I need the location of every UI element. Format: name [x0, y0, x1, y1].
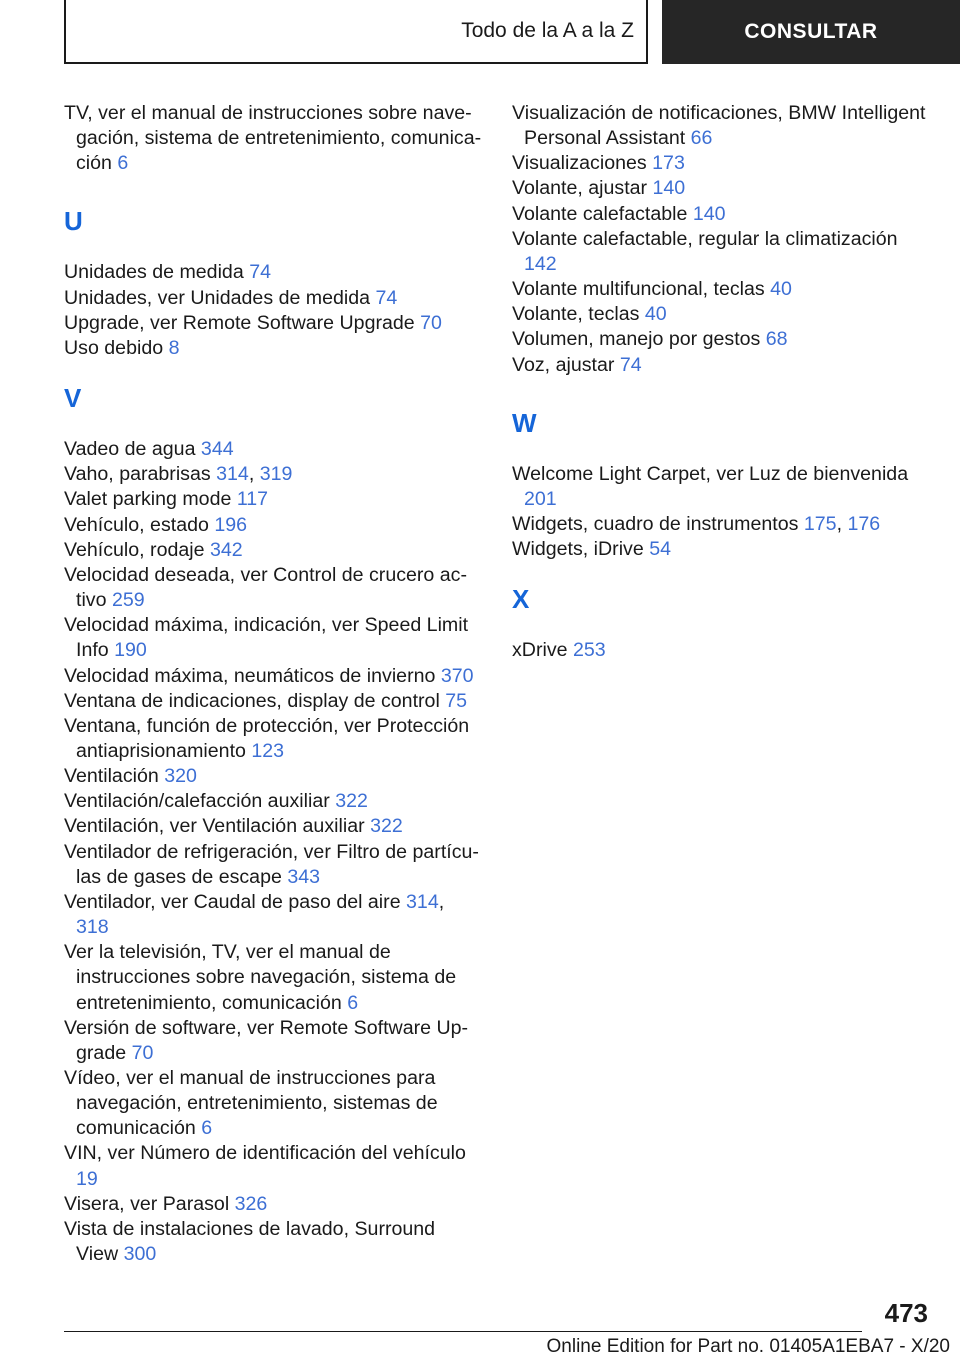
- index-entry: Vaho, parabrisas 314, 319: [64, 463, 293, 486]
- index-entry-term: Volante multifuncional, teclas: [512, 278, 771, 301]
- index-entry-term: Ventilación: [64, 765, 165, 788]
- index-entry: [64, 101, 482, 176]
- footer-edition: Online Edition for Part no. 01405A1EBA7 - X/20: [546, 1336, 950, 1357]
- index-entry-term: Upgrade, ver Remote Software Upgrade: [64, 311, 421, 334]
- index-page-link[interactable]: 318: [76, 916, 109, 939]
- index-entry: [64, 613, 482, 663]
- index-entry: [64, 789, 482, 814]
- index-page-link[interactable]: 326: [234, 1192, 268, 1215]
- index-page-link[interactable]: 70: [420, 311, 442, 334]
- index-entry: [64, 538, 482, 563]
- index-page-link[interactable]: 253: [572, 639, 606, 662]
- index-entry: [64, 487, 482, 512]
- index-entry: [64, 840, 482, 890]
- index-entry: [64, 689, 482, 714]
- index-entry-term: Versión de software, ver Remote Software Upgrade: [64, 1016, 469, 1064]
- index-entry: [512, 151, 930, 176]
- index-page-link[interactable]: 40: [770, 278, 792, 301]
- index-entry: Ventilador, ver Caudal de paso del aire 314, 318: [64, 890, 445, 939]
- index-entry: [64, 311, 482, 336]
- index-page-link[interactable]: 6: [117, 152, 129, 175]
- index-entry: Widgets, cuadro de instrumentos 175, 176: [512, 513, 881, 536]
- index-page-link[interactable]: 68: [765, 328, 788, 351]
- index-entry-term: Uso debido: [64, 336, 169, 359]
- index-entry: [64, 1066, 482, 1141]
- index-entry-term: Ventilación, ver Ventilación auxiliar: [64, 815, 371, 838]
- index-entry: [512, 302, 930, 327]
- index-page-link[interactable]: 75: [445, 689, 468, 712]
- index-page-link[interactable]: 300: [123, 1243, 157, 1266]
- index-entry-term: Volante, ajustar: [512, 177, 653, 200]
- index-entry-term: Ventilación/calefacción auxiliar: [64, 790, 336, 813]
- index-page-link[interactable]: 6: [201, 1117, 213, 1140]
- index-entry: [64, 336, 482, 361]
- index-entry: [512, 176, 930, 201]
- index-entry: [64, 1217, 482, 1267]
- index-page-link[interactable]: 117: [236, 488, 269, 511]
- index-entry-term: Velocidad máxima, indicación, ver Speed Limit Info: [64, 614, 469, 662]
- index-page-link[interactable]: 74: [249, 261, 271, 284]
- index-entry-term: Ventana de indicaciones, display de control: [64, 689, 446, 712]
- index-column-left: [64, 101, 482, 1267]
- index-entry: [64, 814, 482, 839]
- index-entry-term: VIN, ver Número de identificación del vehículo: [64, 1142, 466, 1165]
- index-entry-term: xDrive: [512, 639, 573, 662]
- index-entry-term: Vaho, parabrisas: [64, 463, 217, 486]
- index-entry: [512, 277, 930, 302]
- index-page-link[interactable]: 74: [619, 353, 642, 376]
- index-entry-term: Voz, ajustar: [512, 353, 620, 376]
- header-section-title: Todo de la A a la Z: [461, 19, 634, 42]
- index-page-link[interactable]: 19: [76, 1167, 98, 1190]
- index-entry-term: TV, ver el manual de instrucciones sobre navegación, sistema de entretenimiento, comunicación: [64, 102, 482, 175]
- index-entry-term: Volumen, manejo por gestos: [512, 328, 766, 351]
- index-entry: [64, 1016, 482, 1066]
- index-page-link[interactable]: 123: [251, 739, 285, 762]
- index-entry: [512, 227, 930, 277]
- index-page-link[interactable]: 6: [347, 991, 359, 1014]
- header-chapter-title: CONSULTAR: [744, 20, 878, 43]
- index-column-right: [512, 101, 930, 664]
- index-page-link[interactable]: 142: [524, 252, 557, 275]
- index-entry-term: Ver la televisión, TV, ver el manual de instrucciones sobre navegación, sistema de entretenimiento, comunicación: [64, 941, 457, 1014]
- index-entry: [512, 101, 930, 151]
- index-entry-term: Volante calefactable: [512, 202, 693, 225]
- index-letter-heading: X: [512, 584, 530, 615]
- index-entry-term: Visualizaciones: [512, 152, 653, 175]
- index-entry: [64, 940, 482, 1015]
- header-chapter-tab: [662, 0, 960, 64]
- index-entry: [64, 1192, 482, 1217]
- index-entry-term: Unidades, ver Unidades de medida: [64, 286, 376, 309]
- index-entry-term: Volante, teclas: [512, 303, 645, 326]
- index-entry-term: Volante calefactable, regular la climatización: [512, 227, 898, 250]
- index-entry: [64, 260, 482, 285]
- index-entry-term: Ventana, función de protección, ver Protección antiaprisionamiento: [64, 714, 470, 762]
- index-page-link[interactable]: 40: [644, 303, 667, 326]
- index-entry: [512, 638, 930, 663]
- index-entry-term: Vídeo, ver el manual de instrucciones para navegación, entretenimiento, sistemas de comunicación: [64, 1067, 438, 1140]
- index-page-link[interactable]: 196: [214, 513, 248, 536]
- index-entry-term: Velocidad máxima, neumáticos de invierno: [64, 664, 441, 687]
- index-entry: [512, 462, 930, 512]
- index-entry: [512, 537, 930, 562]
- index-page-link[interactable]: 175: [803, 513, 837, 536]
- index-entry-term: Vehículo, rodaje: [64, 538, 210, 561]
- index-entry-term: Unidades de medida: [64, 261, 250, 284]
- index-page-link[interactable]: 370: [440, 664, 474, 687]
- index-entry-term: Vadeo de agua: [64, 438, 201, 461]
- index-entry-term: Visera, ver Parasol: [64, 1192, 235, 1215]
- index-entry: [512, 202, 930, 227]
- page-number: 473: [884, 1298, 928, 1328]
- index-entry: [64, 513, 482, 538]
- index-entry-term: Vehículo, estado: [64, 513, 215, 536]
- index-entry: [64, 286, 482, 311]
- index-page-link[interactable]: 322: [335, 790, 368, 813]
- index-page-link[interactable]: 176: [847, 513, 881, 536]
- index-page-link[interactable]: 320: [164, 765, 197, 788]
- index-letter-heading: U: [64, 206, 83, 237]
- index-entry: [512, 327, 930, 352]
- index-page-link[interactable]: 8: [168, 336, 180, 359]
- index-page-link[interactable]: 343: [287, 865, 321, 888]
- footer-divider: [64, 1331, 862, 1332]
- index-entry-term: Ventilador de refrigeración, ver Filtro de partículas de gases de escape: [64, 840, 479, 888]
- index-entry: [64, 764, 482, 789]
- index-page-link[interactable]: 201: [524, 487, 557, 510]
- index-page-link[interactable]: 190: [114, 639, 147, 662]
- index-entry-term: Visualización de notificaciones, BMW Intelligent Personal Assistant: [512, 102, 926, 150]
- index-letter-heading: V: [64, 383, 82, 414]
- index-page-link[interactable]: 322: [370, 815, 403, 838]
- index-page-link[interactable]: 314: [406, 890, 439, 913]
- index-page-link[interactable]: 140: [652, 177, 686, 200]
- index-page-link[interactable]: 342: [209, 538, 243, 561]
- index-entry-term: Widgets, iDrive: [512, 538, 650, 561]
- index-page-link[interactable]: 54: [649, 538, 671, 561]
- index-entry: [64, 563, 482, 613]
- index-page-link[interactable]: 70: [131, 1041, 154, 1064]
- index-entry: [64, 1141, 482, 1191]
- index-entry: [64, 437, 482, 462]
- index-page-link[interactable]: 173: [652, 152, 685, 175]
- index-page-link[interactable]: 66: [690, 127, 713, 150]
- index-entry-term: Welcome Light Carpet, ver Luz de bienvenida: [512, 462, 909, 485]
- index-entry-term: Velocidad deseada, ver Control de crucero activo: [64, 563, 467, 612]
- index-entry-term: Valet parking mode: [64, 488, 237, 511]
- index-entry: [64, 664, 482, 689]
- index-page-link[interactable]: 259: [111, 589, 145, 612]
- index-entry-term: Widgets, cuadro de instrumentos: [512, 513, 804, 536]
- index-letter-heading: W: [512, 407, 537, 438]
- index-entry: [512, 353, 930, 378]
- index-entry: [64, 714, 482, 764]
- index-page-link[interactable]: 140: [692, 202, 726, 225]
- index-page-link[interactable]: 344: [200, 438, 234, 461]
- header-section-tab: [64, 0, 648, 64]
- index-entry-term: Ventilador, ver Caudal de paso del aire: [64, 890, 407, 913]
- index-page-link[interactable]: 314: [216, 463, 249, 486]
- index-entry-term: Vista de instalaciones de lavado, Surround View: [64, 1217, 436, 1266]
- index-page-link[interactable]: 74: [375, 286, 398, 309]
- index-page-link[interactable]: 319: [259, 463, 293, 486]
